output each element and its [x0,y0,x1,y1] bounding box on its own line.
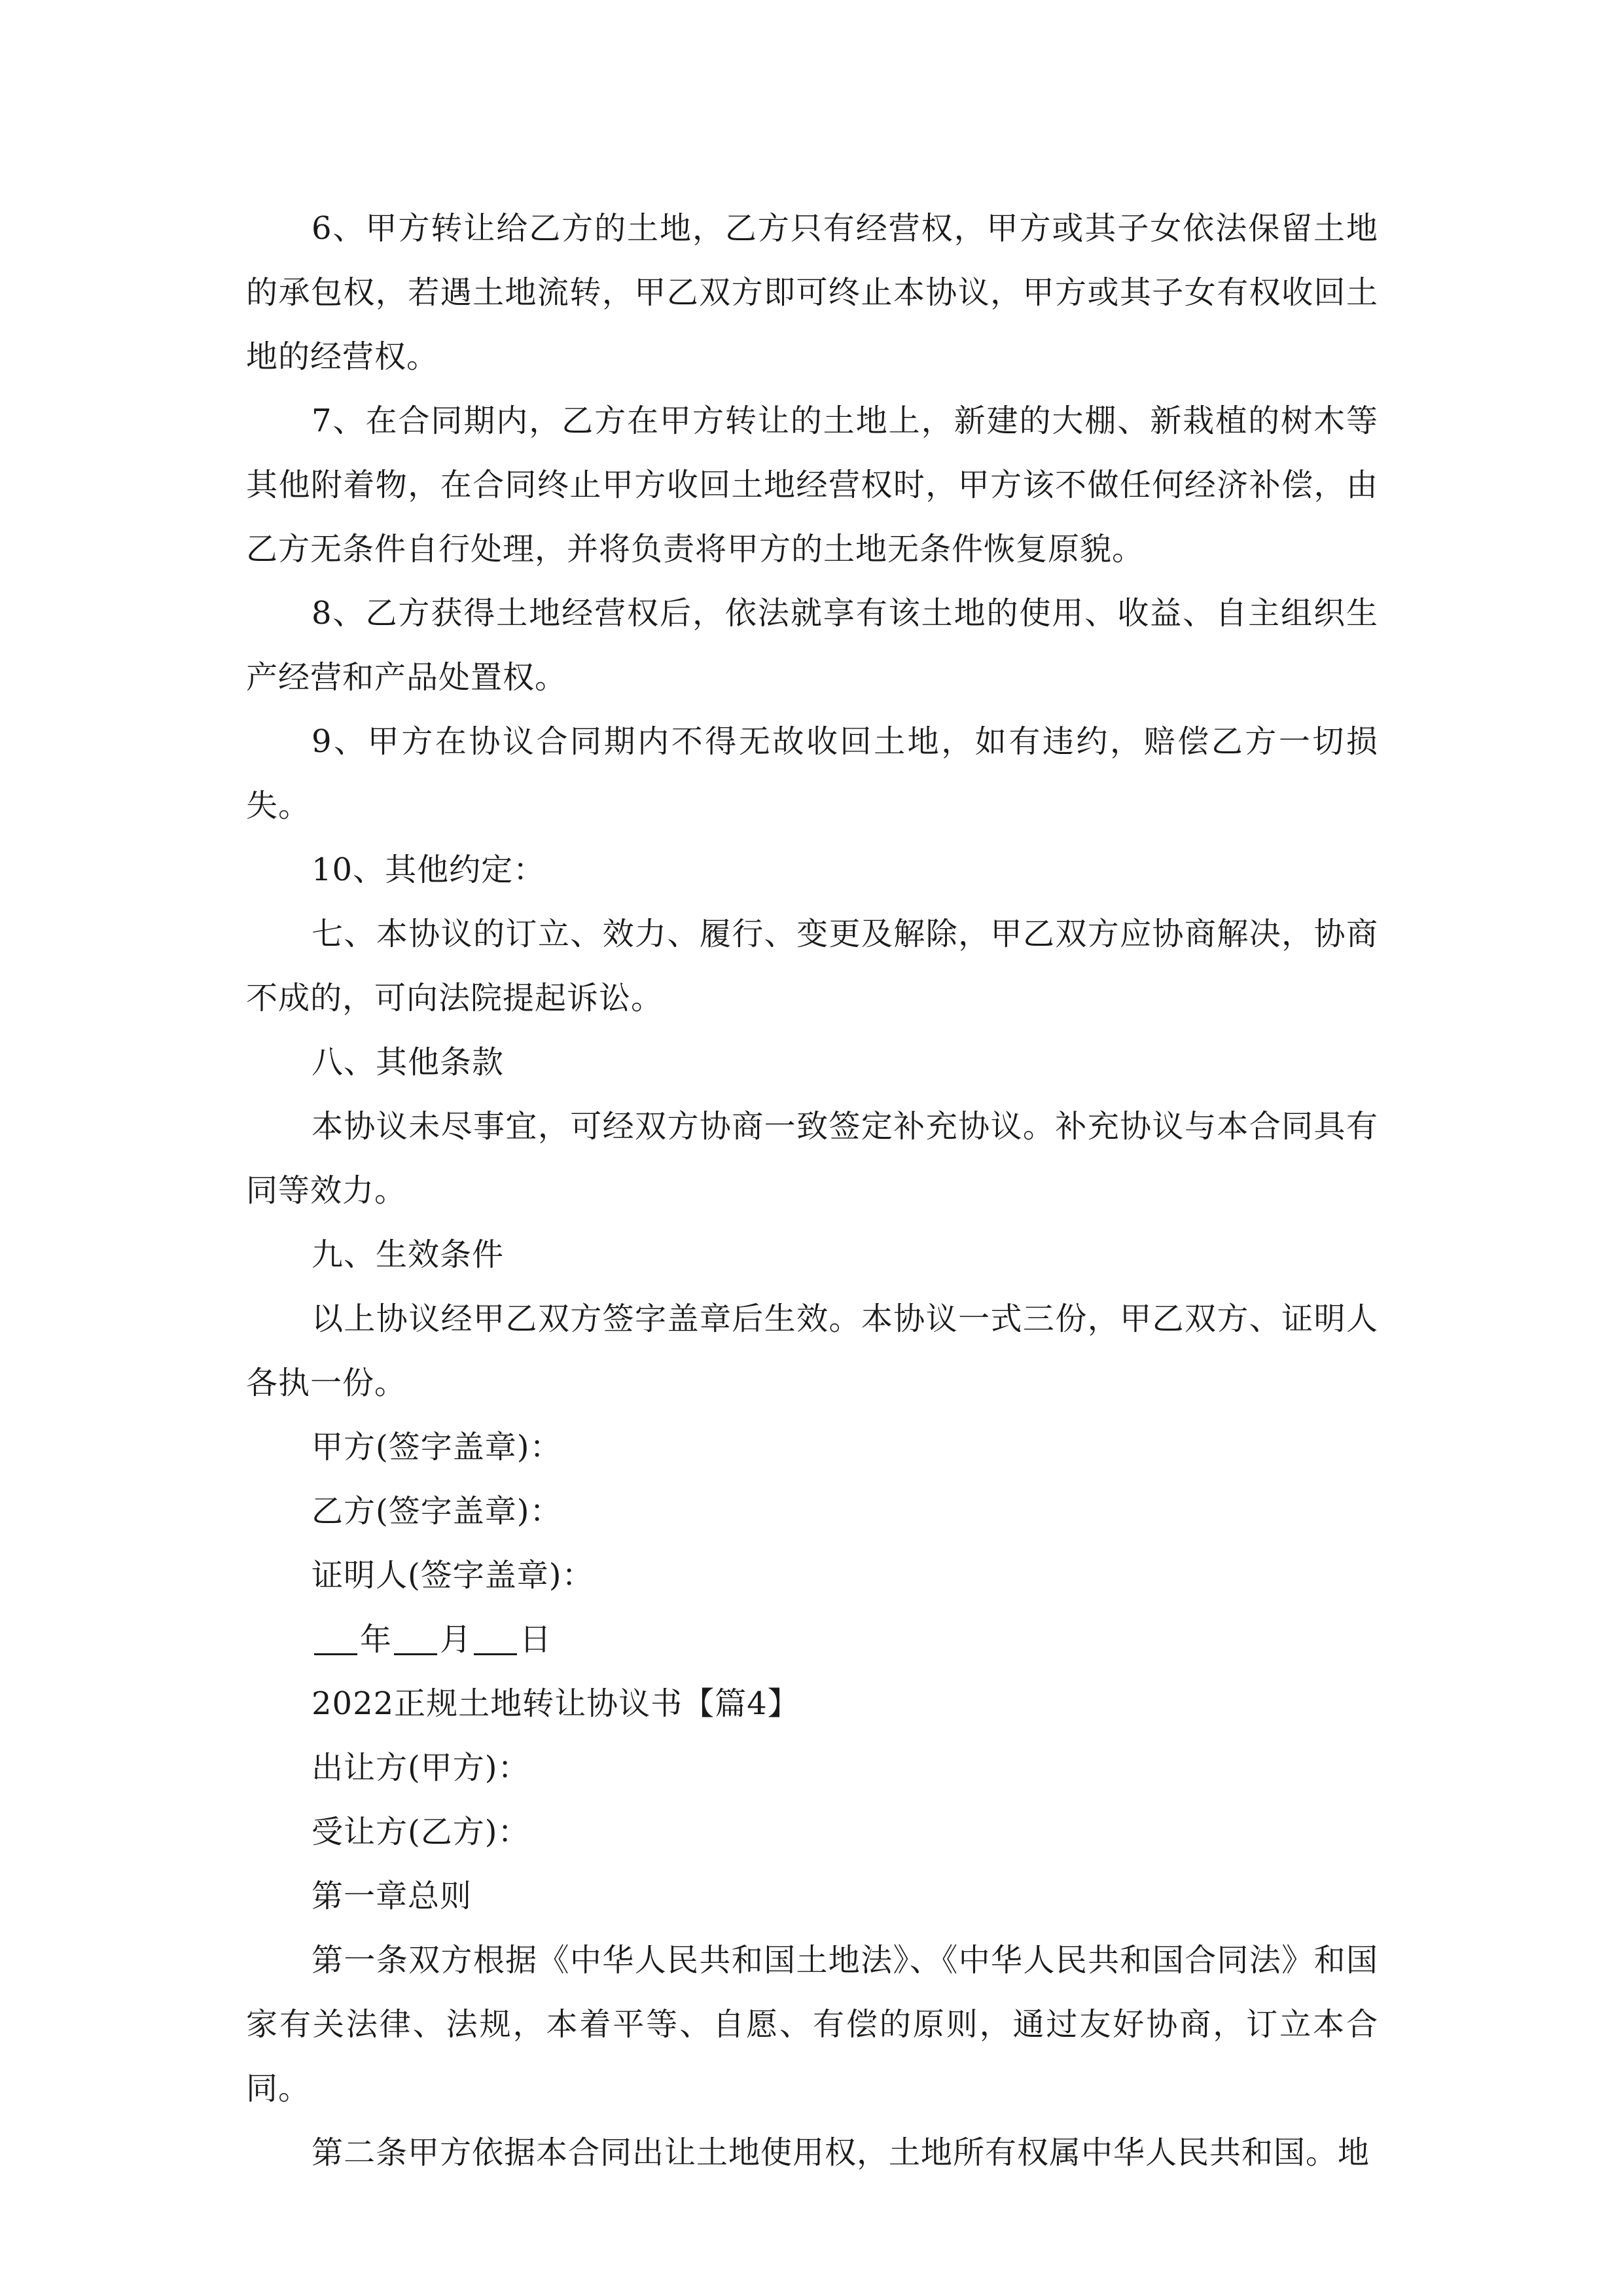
section-8-heading: 八、其他条款 [312,1044,505,1081]
party-a-signature: 甲方(签字盖章)： [312,1429,562,1465]
transferee-line: 受让方(乙方)： [312,1814,530,1850]
article-2: 第二条甲方依据本合同出让土地使用权，土地所有权属中华人民共和国。地 [312,2134,1370,2171]
section-7: 七、本协议的订立、效力、履行、变更及解除，甲乙双方应协商解决，协商不成的，可向法院提起诉讼。 [246,916,1378,1016]
document-body [246,196,1378,2185]
clause-7: 7、在合同期内，乙方在甲方转让的土地上，新建的大棚、新栽植的树木等其他附着物，在合同终止甲方收回土地经营权时，甲方该不做任何经济补偿，由乙方无条件自行处理，并将负责将甲方的土地无条件恢复原貌。 [246,403,1378,567]
month-blank [394,1619,437,1655]
chapter-heading: 第一章总则 [312,1878,473,1914]
clause-10: 10、其他约定： [312,852,546,888]
day-label: 日 [520,1621,552,1658]
article-1: 第一条双方根据《中华人民共和国土地法》、《中华人民共和国合同法》和国家有关法律、法规，本着平等、自愿、有偿的原则，通过友好协商，订立本合同。 [246,1942,1378,2107]
section-9-heading: 九、生效条件 [312,1236,505,1273]
clause-8: 8、乙方获得土地经营权后，依法就享有该土地的使用、收益、自主组织生产经营和产品处置权。 [246,595,1378,696]
clause-6: 6、甲方转让给乙方的土地，乙方只有经营权，甲方或其子女依法保留土地的承包权，若遇土地流转，甲乙双方即可终止本协议，甲方或其子女有权收回土地的经营权。 [246,210,1378,375]
month-label: 月 [440,1621,472,1658]
section-title: 2022正规土地转让协议书【篇4】 [312,1685,800,1722]
section-8-body: 本协议未尽事宜，可经双方协商一致签定补充协议。补充协议与本合同具有同等效力。 [246,1108,1378,1209]
clause-9: 9、甲方在协议合同期内不得无故收回土地，如有违约，赔偿乙方一切损失。 [246,723,1378,824]
section-9-body: 以上协议经甲乙双方签字盖章后生效。本协议一式三份，甲乙双方、证明人各执一份。 [246,1300,1378,1401]
signing-date [246,1607,1378,1672]
year-label: 年 [360,1621,392,1658]
party-b-signature: 乙方(签字盖章)： [312,1493,562,1530]
day-blank [474,1619,517,1655]
year-blank [314,1619,357,1655]
transferor-line: 出让方(甲方)： [312,1749,530,1786]
witness-signature: 证明人(签字盖章)： [312,1557,594,1594]
